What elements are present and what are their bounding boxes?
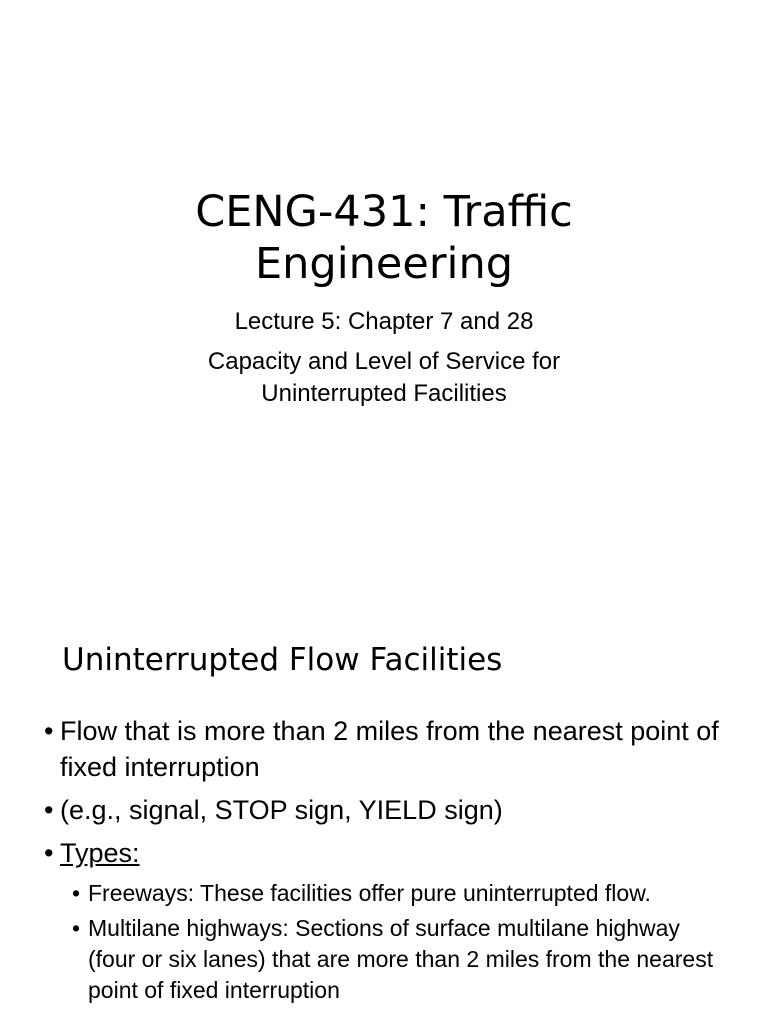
sub-list-item: • Multilane highways: Sections of surface multilane highway (four or six lanes) that are more than 2 miles from the nearest point of fixed interruption [72,913,728,1006]
list-item [44,835,728,871]
content-slide-title: Uninterrupted Flow Facilities [62,642,503,678]
sub-list-item: • Freeways: These facilities offer pure uninterrupted flow. [72,878,728,909]
slide-title: CENG-431: Traffic Engineering [195,187,573,289]
list-item: • (e.g., signal, STOP sign, YIELD sign) [44,792,728,828]
types-heading: Types: [60,838,140,868]
bullet-icon: • [44,838,54,868]
bullet-icon: • [72,915,81,941]
content-slide [0,576,768,1024]
list-item: • Flow that is more than 2 miles from the nearest point of fixed interruption [44,713,728,785]
bullet-icon: • [72,880,81,906]
lecture-subtitle: Lecture 5: Chapter 7 and 28 [234,308,534,335]
bullet-icon: • [44,795,54,825]
bullet-icon: • [44,716,54,746]
topic-subtitle: Capacity and Level of Service for Uninterrupted Facilities [207,348,561,407]
bullet-list [44,713,728,1010]
